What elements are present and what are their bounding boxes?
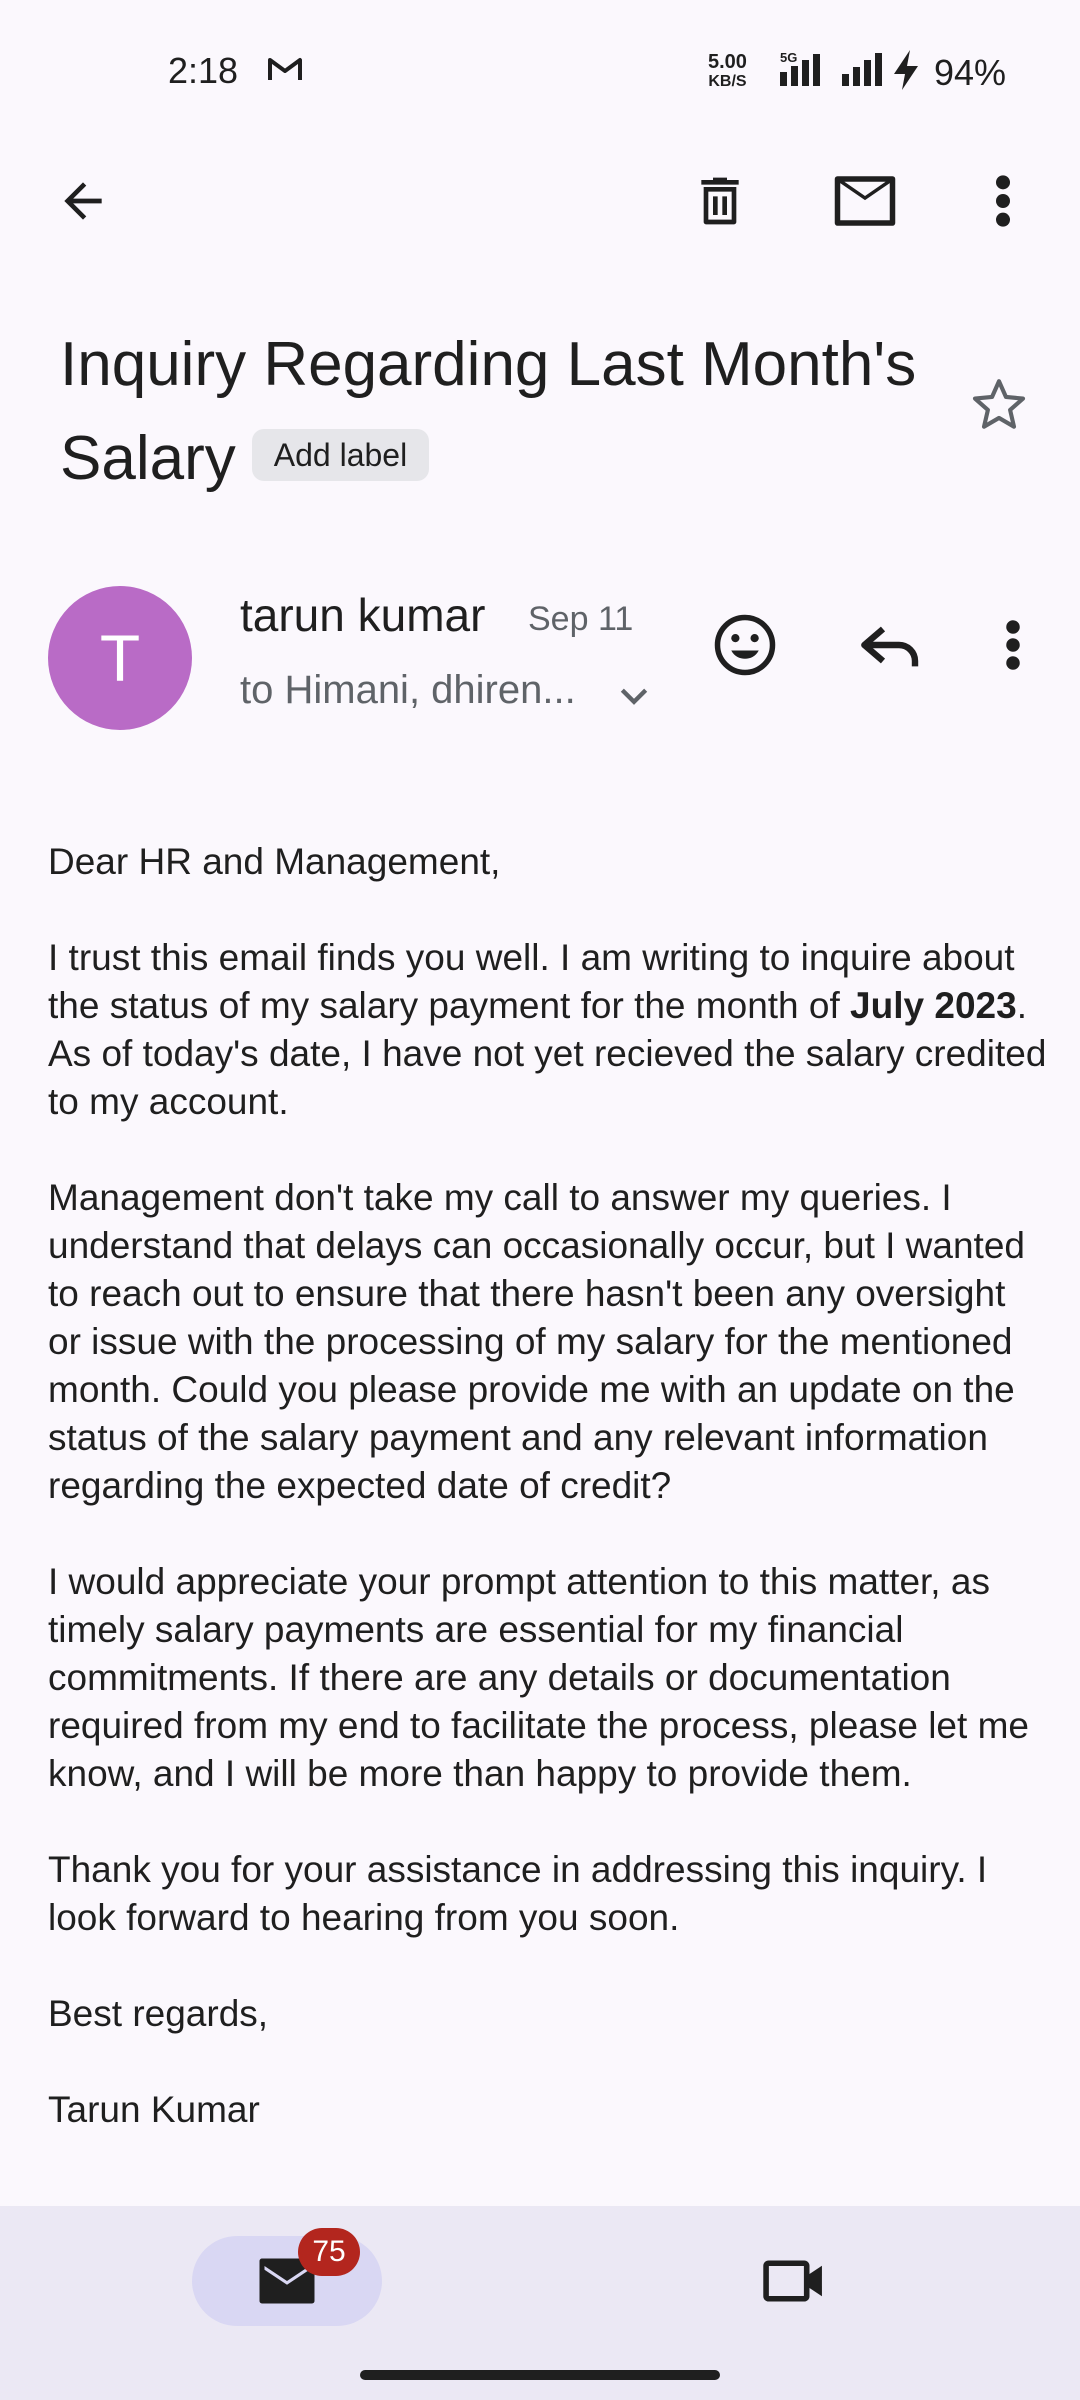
star-button[interactable]: [968, 374, 1030, 441]
recipients-summary[interactable]: to Himani, dhiren...: [240, 668, 576, 712]
email-body: [48, 838, 1048, 2182]
delete-button[interactable]: [675, 156, 765, 246]
network-speed: 5.00 KB/S: [708, 51, 747, 90]
month-highlight: July 2023: [850, 985, 1017, 1026]
email-subject: [60, 318, 960, 506]
body-closing: Best regards,: [48, 1993, 269, 2034]
chevron-down-icon[interactable]: [614, 676, 654, 721]
body-greeting: Dear HR and Management,: [48, 841, 501, 882]
email-date: Sep 11: [528, 600, 634, 638]
body-paragraph-1: I trust this email finds you well. I am writing to inquire about the status of my salary payment for the month of July 2023. As of today's date, I have not yet recieved the salary credited to my account.: [48, 937, 1047, 1122]
meet-tab[interactable]: [744, 2236, 844, 2326]
more-vert-icon: [1003, 618, 1023, 672]
message-more-button[interactable]: [968, 600, 1058, 690]
trash-icon: [692, 171, 748, 231]
more-options-button[interactable]: [958, 156, 1048, 246]
charging-bolt-icon: [890, 48, 922, 97]
gesture-bar[interactable]: [360, 2370, 720, 2380]
body-signature: Tarun Kumar: [48, 2089, 260, 2130]
subject-text: Inquiry Regarding Last Month's Salary: [60, 330, 917, 493]
network-type-label: 5G: [780, 52, 798, 65]
add-reaction-button[interactable]: [700, 600, 790, 690]
reply-button[interactable]: [846, 600, 936, 690]
battery-percentage: 94%: [934, 52, 1007, 93]
star-icon: [968, 374, 1030, 436]
sender-name[interactable]: tarun kumar: [240, 589, 486, 641]
unread-count-badge: 75: [298, 2228, 360, 2276]
signal-strength-icon: [840, 52, 888, 91]
emoji-icon: [712, 612, 778, 678]
video-camera-icon: [761, 2255, 827, 2307]
mark-unread-button[interactable]: [820, 156, 910, 246]
body-paragraph-2: Management don't take my call to answer my queries. I understand that delays can occasionally occur, but I wanted to reach out to ensure that there hasn't been any oversight or issue with the processing of my salary for the mentioned month. Could you please provide me with an update on the status of the salary payment and any relevant information regarding the expected date of credit?: [48, 1177, 1025, 1506]
body-paragraph-4: Thank you for your assistance in addressing this inquiry. I look forward to hearing from you soon.: [48, 1849, 988, 1938]
add-label-button[interactable]: Add label: [252, 429, 429, 481]
body-paragraph-3: I would appreciate your prompt attention to this matter, as timely salary payments are essential for my financial commitments. If there are any details or documentation required from my end to facilitate the process, please let me know, and I will be more than happy to provide them.: [48, 1561, 1029, 1794]
back-arrow-icon: [55, 173, 111, 229]
back-button[interactable]: [38, 156, 128, 246]
mail-icon: [832, 173, 898, 229]
sender-avatar[interactable]: T: [48, 586, 192, 730]
status-time: 2:18: [168, 50, 239, 91]
signal-5g-icon: [776, 52, 832, 91]
reply-icon: [859, 617, 923, 673]
more-vert-icon: [993, 173, 1013, 229]
gmail-notification-icon: [268, 56, 302, 87]
